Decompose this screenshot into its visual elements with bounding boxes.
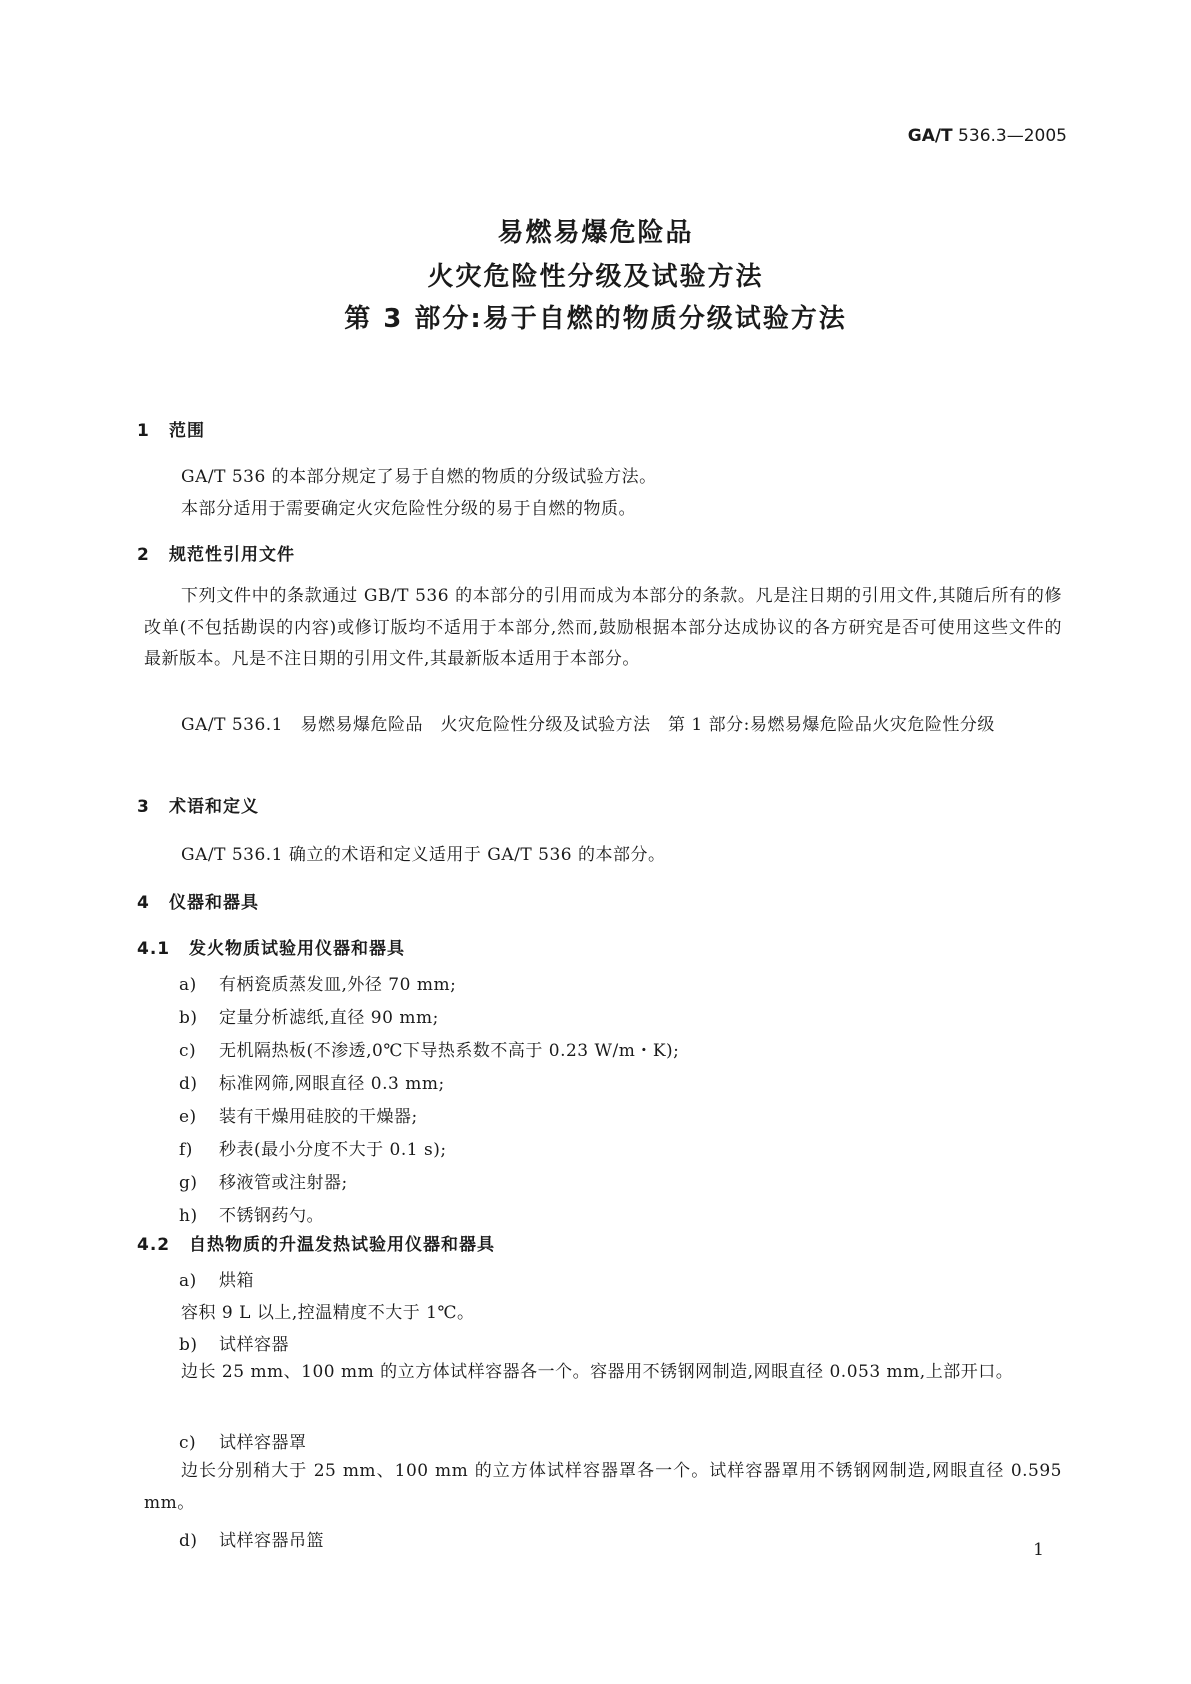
list-item-label: h) [179, 1206, 198, 1226]
list-item [179, 1168, 348, 1193]
list-item-text: 标准网筛,网眼直径 0.3 mm; [219, 1074, 445, 1094]
list-item-text: 定量分析滤纸,直径 90 mm; [219, 1008, 439, 1028]
section-title: 术语和定义 [169, 797, 259, 817]
list-item-text: 试样容器 [219, 1335, 289, 1355]
list-item-text: 移液管或注射器; [219, 1173, 348, 1193]
section-2-reference: GA/T 536.1 易燃易爆危险品 火灾危险性分级及试验方法 第 1 部分:易燃易爆危险品火灾危险性分级 [181, 715, 995, 735]
section-1-paragraph-2: 本部分适用于需要确定火灾危险性分级的易于自燃的物质。 [181, 499, 636, 519]
list-item-label: b) [179, 1008, 198, 1028]
list-item-text: 无机隔热板(不渗透,0℃下导热系数不高于 0.23 W/m・K); [219, 1041, 680, 1061]
title-line-2: 火灾危险性分级及试验方法 [427, 262, 764, 292]
list-item [179, 1201, 324, 1226]
section-title: 仪器和器具 [169, 893, 259, 913]
list-item-text: 装有干燥用硅胶的干燥器; [219, 1107, 418, 1127]
section-4-heading [137, 888, 259, 913]
subsection-title: 发火物质试验用仪器和器具 [189, 939, 405, 959]
list-item-label: d) [179, 1531, 198, 1551]
page-number: 1 [1033, 1540, 1044, 1560]
section-2-heading [137, 540, 295, 565]
list-item-text: 烘箱 [219, 1271, 254, 1291]
list-item [179, 1102, 418, 1127]
list-item-text: 有柄瓷质蒸发皿,外径 70 mm; [219, 975, 457, 995]
title-line-3: 第 3 部分:易于自燃的物质分级试验方法 [344, 304, 847, 334]
subsection-number: 4.1 [137, 939, 171, 959]
sample-container-description: 边长 25 mm、100 mm 的立方体试样容器各一个。容器用不锈钢网制造,网眼直径 0.053 mm,上部开口。 [181, 1362, 1014, 1382]
subsection-title: 自热物质的升温发热试验用仪器和器具 [189, 1235, 495, 1255]
container-cover-description: 边长分别稍大于 25 mm、100 mm 的立方体试样容器罩各一个。试样容器罩用不锈钢网制造,网眼直径 0.595 mm。 [144, 1461, 1062, 1513]
list-item [179, 1526, 324, 1551]
list-item-label: a) [179, 1271, 197, 1291]
standard-code: 536.3—2005 [952, 126, 1067, 146]
list-item [179, 1036, 679, 1061]
section-2-paragraph-1: 下列文件中的条款通过 GB/T 536 的本部分的引用而成为本部分的条款。凡是注日期的引用文件,其随后所有的修改单(不包括勘误的内容)或修订版均不适用于本部分,然而,鼓励根据本部分达成协议的各方研究是否可使用这些文件的最新版本。凡是不注日期的引用文件,其最新版本适用于本部分。 [144, 586, 1062, 669]
list-item-label: a) [179, 975, 197, 995]
subsection-4-1-heading [137, 934, 405, 959]
list-item [179, 1069, 445, 1094]
list-item-text: 秒表(最小分度不大于 0.1 s); [219, 1140, 447, 1160]
section-title: 范围 [169, 421, 205, 441]
list-item [179, 1428, 307, 1453]
section-title: 规范性引用文件 [169, 545, 295, 565]
section-1-heading [137, 416, 205, 441]
subsection-number: 4.2 [137, 1235, 171, 1255]
list-item-text: 试样容器罩 [219, 1433, 307, 1453]
list-item-label: d) [179, 1074, 198, 1094]
list-item-text: 不锈钢药勺。 [219, 1206, 324, 1226]
section-3-paragraph-1: GA/T 536.1 确立的术语和定义适用于 GA/T 536 的本部分。 [181, 845, 666, 865]
section-number: 3 [137, 797, 150, 817]
subsection-4-2-heading [137, 1230, 495, 1255]
list-item [179, 1330, 289, 1355]
section-number: 1 [137, 421, 150, 441]
section-number: 4 [137, 893, 150, 913]
list-item-label: c) [179, 1041, 197, 1061]
section-number: 2 [137, 545, 150, 565]
list-item-text: 试样容器吊篮 [219, 1531, 324, 1551]
title-line-1: 易燃易爆危险品 [497, 218, 694, 248]
list-item-label: f) [179, 1140, 193, 1160]
list-item [179, 970, 456, 995]
list-item [179, 1266, 254, 1291]
list-item [179, 1003, 439, 1028]
oven-description: 容积 9 L 以上,控温精度不大于 1℃。 [181, 1303, 475, 1323]
list-item-label: b) [179, 1335, 198, 1355]
list-item [179, 1135, 447, 1160]
section-3-heading [137, 792, 259, 817]
section-1-paragraph-1: GA/T 536 的本部分规定了易于自燃的物质的分级试验方法。 [181, 467, 657, 487]
list-item-label: c) [179, 1433, 197, 1453]
standard-prefix: GA/T [907, 126, 953, 146]
list-item-label: e) [179, 1107, 197, 1127]
standard-number [0, 126, 1067, 146]
list-item-label: g) [179, 1173, 198, 1193]
